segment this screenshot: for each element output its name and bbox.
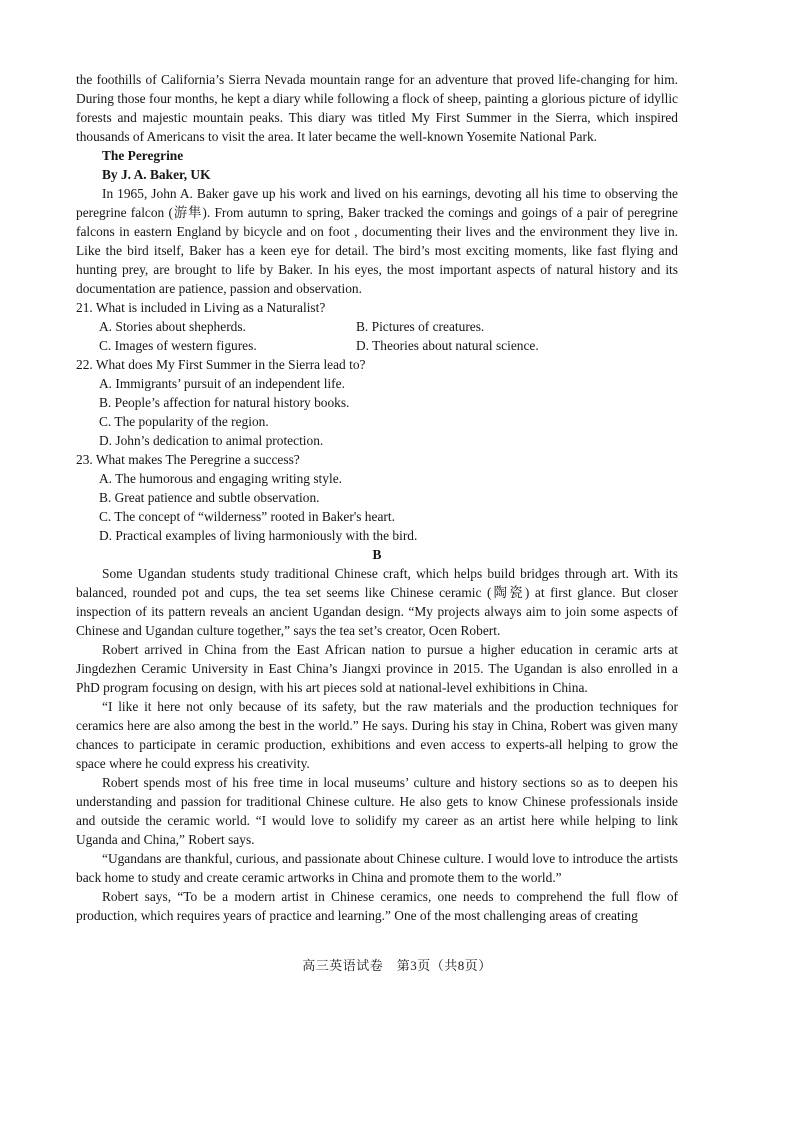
intro-paragraph: the foothills of California’s Sierra Nevada mountain range for an adventure that proved life-changing for him. During those four months, he kept a diary while following a flock of sheep, painting a glorious picture of idyllic forests and majestic mountain peaks. This diary was titled My First Summer in the Sierra, which inspired thousands of Americans to visit the area. It later became the well-known Yosemite National Park. bbox=[76, 72, 678, 144]
question-22-option-c: C. The popularity of the region. bbox=[99, 414, 269, 429]
question-23-option-c: C. The concept of “wilderness” rooted in Baker's heart. bbox=[99, 509, 395, 524]
section-b-paragraph: Robert arrived in China from the East African nation to pursue a higher education in ceramic arts at Jingdezhen Ceramic University in East China’s Jiangxi province in 2015. The Ugandan is also enrolled in a PhD program focusing on design, with his art pieces sold at national-level exhibitions in China. bbox=[76, 642, 678, 695]
question-22-option-b: B. People’s affection for natural history books. bbox=[99, 395, 350, 410]
question-23-option-d: D. Practical examples of living harmoniously with the bird. bbox=[99, 528, 418, 543]
question-22-option-d: D. John’s dedication to animal protection. bbox=[99, 433, 324, 448]
page-footer: 高三英语试卷 第3页（共8页） bbox=[302, 958, 492, 973]
question-23-stem: 23. What makes The Peregrine a success? bbox=[76, 452, 300, 467]
section-b-heading: B bbox=[372, 547, 382, 562]
book-paragraph: In 1965, John A. Baker gave up his work and lived on his earnings, devoting all his time to observing the peregrine falcon (游隼). From autumn to spring, Baker tracked the comings and goings of a pair of peregrine falcons in eastern England by bicycle and on foot , documenting their lives and the environment they live in. Like the bird itself, Baker has a keen eye for detail. The bird’s most exciting moments, like fast flying and hunting prey, are brought to life by Baker. In his eyes, the most important aspects of natural history and its documentation are patience, passion and observation. bbox=[76, 186, 678, 296]
question-22-option-a: A. Immigrants’ pursuit of an independent life. bbox=[99, 376, 345, 391]
question-23-option-a: A. The humorous and engaging writing style. bbox=[99, 471, 342, 486]
section-b-paragraph: “Ugandans are thankful, curious, and passionate about Chinese culture. I would love to introduce the artists back home to study and create ceramic artworks in China and promote them to the world.” bbox=[76, 851, 678, 885]
question-21-option-d: D. Theories about natural science. bbox=[356, 338, 539, 353]
section-b-paragraph: “I like it here not only because of its safety, but the raw materials and the production techniques for ceramics here are also among the best in the world.” He says. During his stay in China, Robert was given many chances to participate in ceramic production, exhibitions and even access to experts-all helping to grow the space where he could express his creativity. bbox=[76, 699, 678, 771]
question-23-option-b: B. Great patience and subtle observation. bbox=[99, 490, 320, 505]
question-22-stem: 22. What does My First Summer in the Sierra lead to? bbox=[76, 357, 366, 372]
question-21-options-row-2 bbox=[76, 336, 678, 355]
question-21-option-c: C. Images of western figures. bbox=[99, 338, 257, 353]
question-21-option-b: B. Pictures of creatures. bbox=[356, 319, 485, 334]
section-b-paragraph: Robert says, “To be a modern artist in Chinese ceramics, one needs to comprehend the full flow of production, which requires years of practice and learning.” One of the most challenging areas of creating bbox=[76, 889, 678, 923]
question-21-options-row-1 bbox=[76, 317, 678, 336]
question-21-stem: 21. What is included in Living as a Naturalist? bbox=[76, 300, 326, 315]
book-author: By J. A. Baker, UK bbox=[102, 167, 211, 182]
book-title: The Peregrine bbox=[102, 148, 184, 163]
section-b-paragraph: Some Ugandan students study traditional Chinese craft, which helps build bridges through art. With its balanced, rounded pot and cups, the tea set seems like Chinese ceramic (陶瓷) at first glance. But closer inspection of its pattern reveals an ancient Ugandan design. “My projects always aim to join some aspects of Chinese and Ugandan culture together,” says the tea set’s creator, Ocen Robert. bbox=[76, 566, 678, 638]
page-content bbox=[76, 70, 678, 925]
question-21-option-a: A. Stories about shepherds. bbox=[99, 319, 246, 334]
section-b-paragraph: Robert spends most of his free time in local museums’ culture and history sections so as to deepen his understanding and passion for traditional Chinese culture. He also gets to know Chinese professionals inside and outside the ceramic world. “I would love to solidify my career as an artist here while helping to link Uganda and China,” Robert says. bbox=[76, 775, 678, 847]
